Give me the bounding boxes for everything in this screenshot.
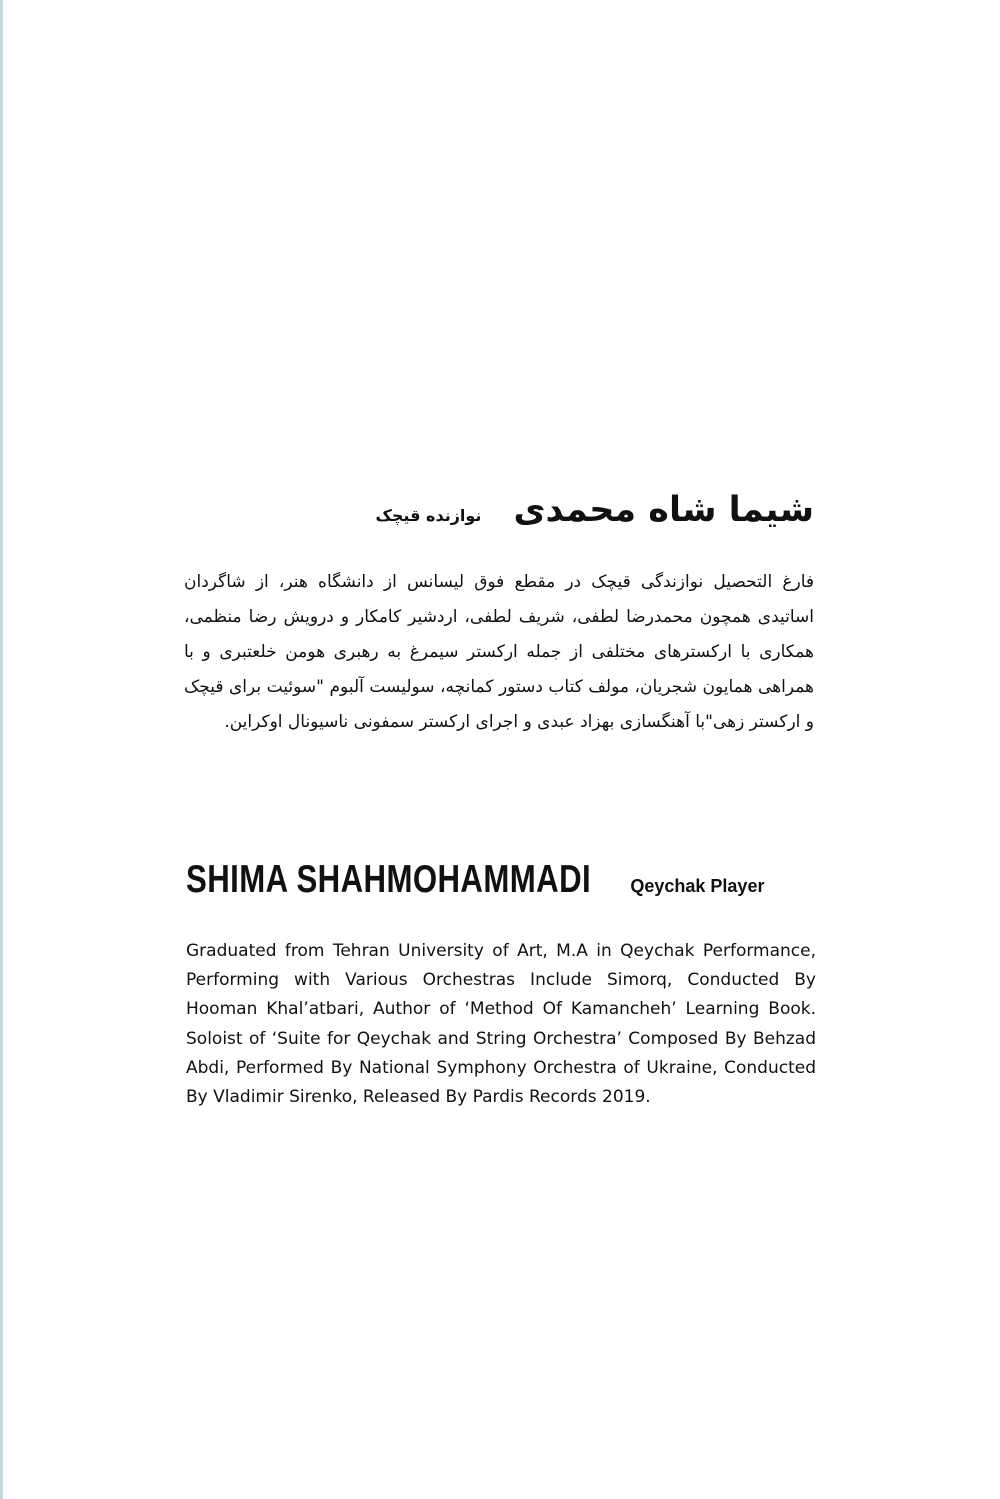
english-header: [186, 852, 826, 908]
english-artist-role: Qeychak Player: [630, 876, 765, 896]
persian-artist-name: شیما شاه محمدی: [513, 490, 814, 530]
page-edge-line: [0, 0, 3, 1499]
english-biography: Graduated from Tehran University of Art, M.A in Qeychak Performance, Performing with Various Orchestras Include Simorq, Conducted By Hooman Khal’atbari, Author of ‘Method Of Kamancheh’ Learning Book. Soloist of ‘Suite for Qeychak and String Orchestra’ Composed By Behzad Abdi, Performed By National Symphony Orchestra of Ukraine, Conducted By Vladimir Sirenko, Released By Pardis Records 2019.: [186, 941, 816, 1108]
persian-header: [174, 484, 814, 536]
persian-artist-role: نوازنده قیچک: [375, 506, 482, 525]
english-artist-name: SHIMA SHAHMOHAMMADI: [186, 858, 592, 901]
persian-biography: فارغ التحصیل نوازندگی قیچک در مقطع فوق لیسانس از دانشگاه هنر، از شاگردان اساتیدی همچون محمدرضا لطفی، شریف لطفی، اردشیر کامکار و درویش رضا منظمی، همکاری با ارکسترهای مختلفی از جمله ارکستر سیمرغ به رهبری هومن خلعتبری و با همراهی همایون شجریان، مولف کتاب دستور کمانچه، سولیست آلبوم "سوئیت برای قیچک و ارکستر زهی"با آهنگسازی بهزاد عبدی و اجرای ارکستر سمفونی ناسیونال اوکراین.: [184, 572, 814, 732]
